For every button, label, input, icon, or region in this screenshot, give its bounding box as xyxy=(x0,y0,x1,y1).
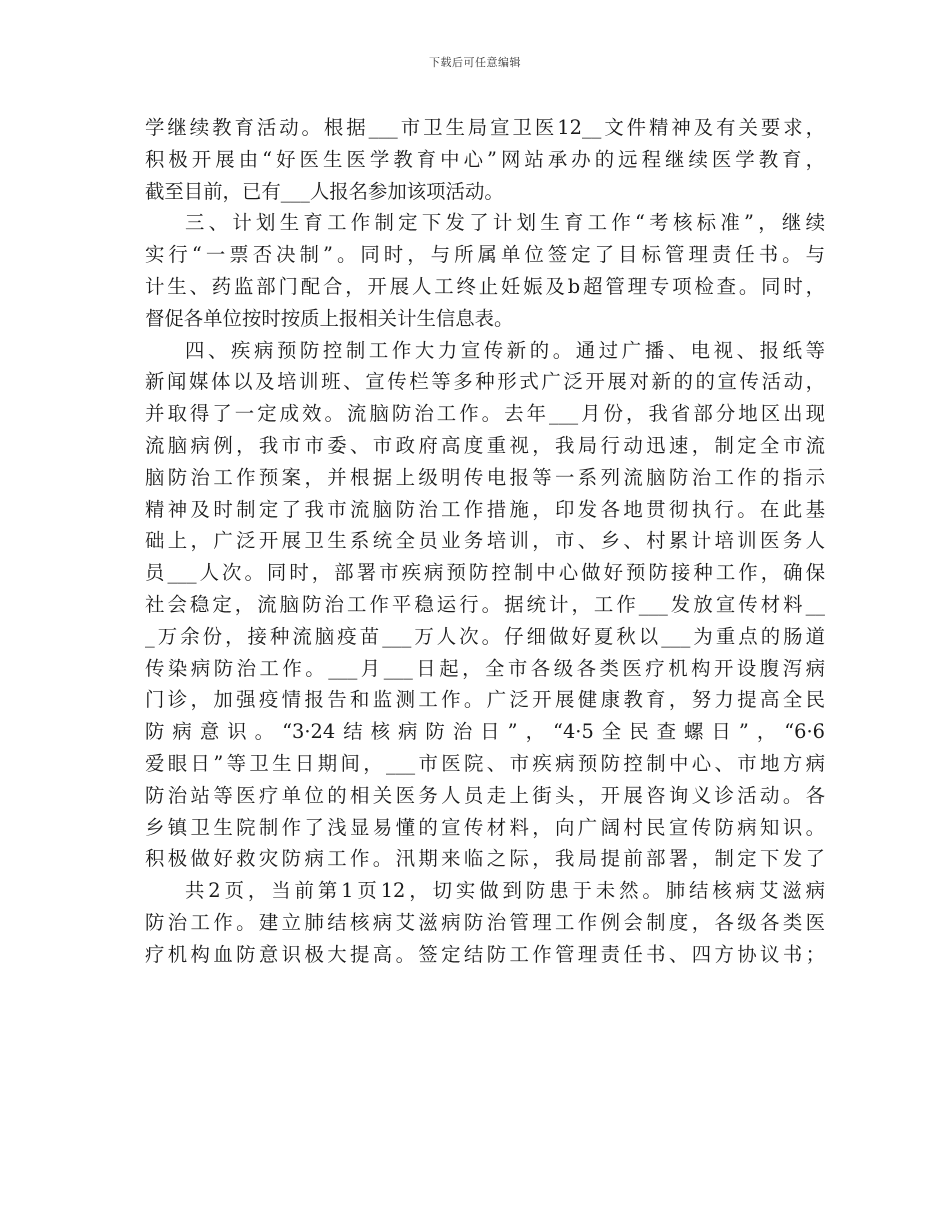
text-line: 员___人次。同时，部署市疾病预防控制中心做好预防接种工作，确保 xyxy=(145,561,825,585)
text-line: 流脑病例，我市市委、市政府高度重视，我局行动迅速，制定全市流 xyxy=(145,433,825,457)
text-line: 学继续教育活动。根据___市卫生局宣卫医12__文件精神及有关要求， xyxy=(145,116,825,139)
text-line: 乡镇卫生院制作了浅显易懂的宣传材料，向广阔村民宣传防病知识。 xyxy=(145,815,825,839)
text-line: 四、疾病预防控制工作大力宣传新的。通过广播、电视、报纸等 xyxy=(185,338,825,362)
text-line: 脑防治工作预案，并根据上级明传电报等一系列流脑防治工作的指示 xyxy=(145,465,825,489)
text-line: 传染病防治工作。___月___日起，全市各级各类医疗机构开设腹泻病 xyxy=(145,656,825,680)
text-line: 精神及时制定了我市流脑防治工作措施，印发各地贯彻执行。在此基 xyxy=(145,497,825,521)
text-line: 截至目前，已有___人报名参加该项活动。 xyxy=(145,179,504,203)
text-line: 三、计划生育工作制定下发了计划生育工作“考核标准”，继续 xyxy=(185,211,825,235)
text-line: 门诊，加强疫情报告和监测工作。广泛开展健康教育，努力提高全民 xyxy=(145,688,825,712)
text-line: 积极做好救灾防病工作。汛期来临之际，我局提前部署，制定下发了 xyxy=(145,847,825,871)
text-line: 积极开展由“好医生医学教育中心”网站承办的远程继续医学教育， xyxy=(145,147,825,171)
text-line: 实行“一票否决制”。同时，与所属单位签定了目标管理责任书。与 xyxy=(145,243,825,267)
text-line: 疗机构血防意识极大提高。签定结防工作管理责任书、四方协议书； xyxy=(145,942,825,966)
text-line: 并取得了一定成效。流脑防治工作。去年___月份，我省部分地区出现 xyxy=(145,402,825,426)
text-line: 共2页，当前第1页12，切实做到防患于未然。肺结核病艾滋病 xyxy=(185,879,825,903)
text-line: _万余份，接种流脑疫苗___万人次。仔细做好夏秋以___为重点的肠道 xyxy=(145,624,825,648)
document-body xyxy=(145,112,825,971)
text-line: 计生、药监部门配合，开展人工终止妊娠及b超管理专项检查。同时， xyxy=(145,274,825,298)
text-line: 础上，广泛开展卫生系统全员业务培训，市、乡、村累计培训医务人 xyxy=(145,529,825,553)
text-line: 新闻媒体以及培训班、宣传栏等多种形式广泛开展对新的的宣传活动， xyxy=(145,370,825,394)
text-line: 督促各单位按时按质上报相关计生信息表。 xyxy=(145,306,514,330)
text-line: 社会稳定，流脑防治工作平稳运行。据统计，工作___发放宣传材料__ xyxy=(145,592,825,616)
text-line: 防病意识。“3·24结核病防治日”，“4·5全民查螺日”，“6·6 xyxy=(145,720,825,744)
page-header: 下载后可任意编辑 xyxy=(429,56,521,69)
text-line: 防治工作。建立肺结核病艾滋病防治管理工作例会制度，各级各类医 xyxy=(145,910,825,934)
text-line: 防治站等医疗单位的相关医务人员走上街头，开展咨询义诊活动。各 xyxy=(145,783,825,807)
text-line: 爱眼日”等卫生日期间，___市医院、市疾病预防控制中心、市地方病 xyxy=(145,751,825,775)
